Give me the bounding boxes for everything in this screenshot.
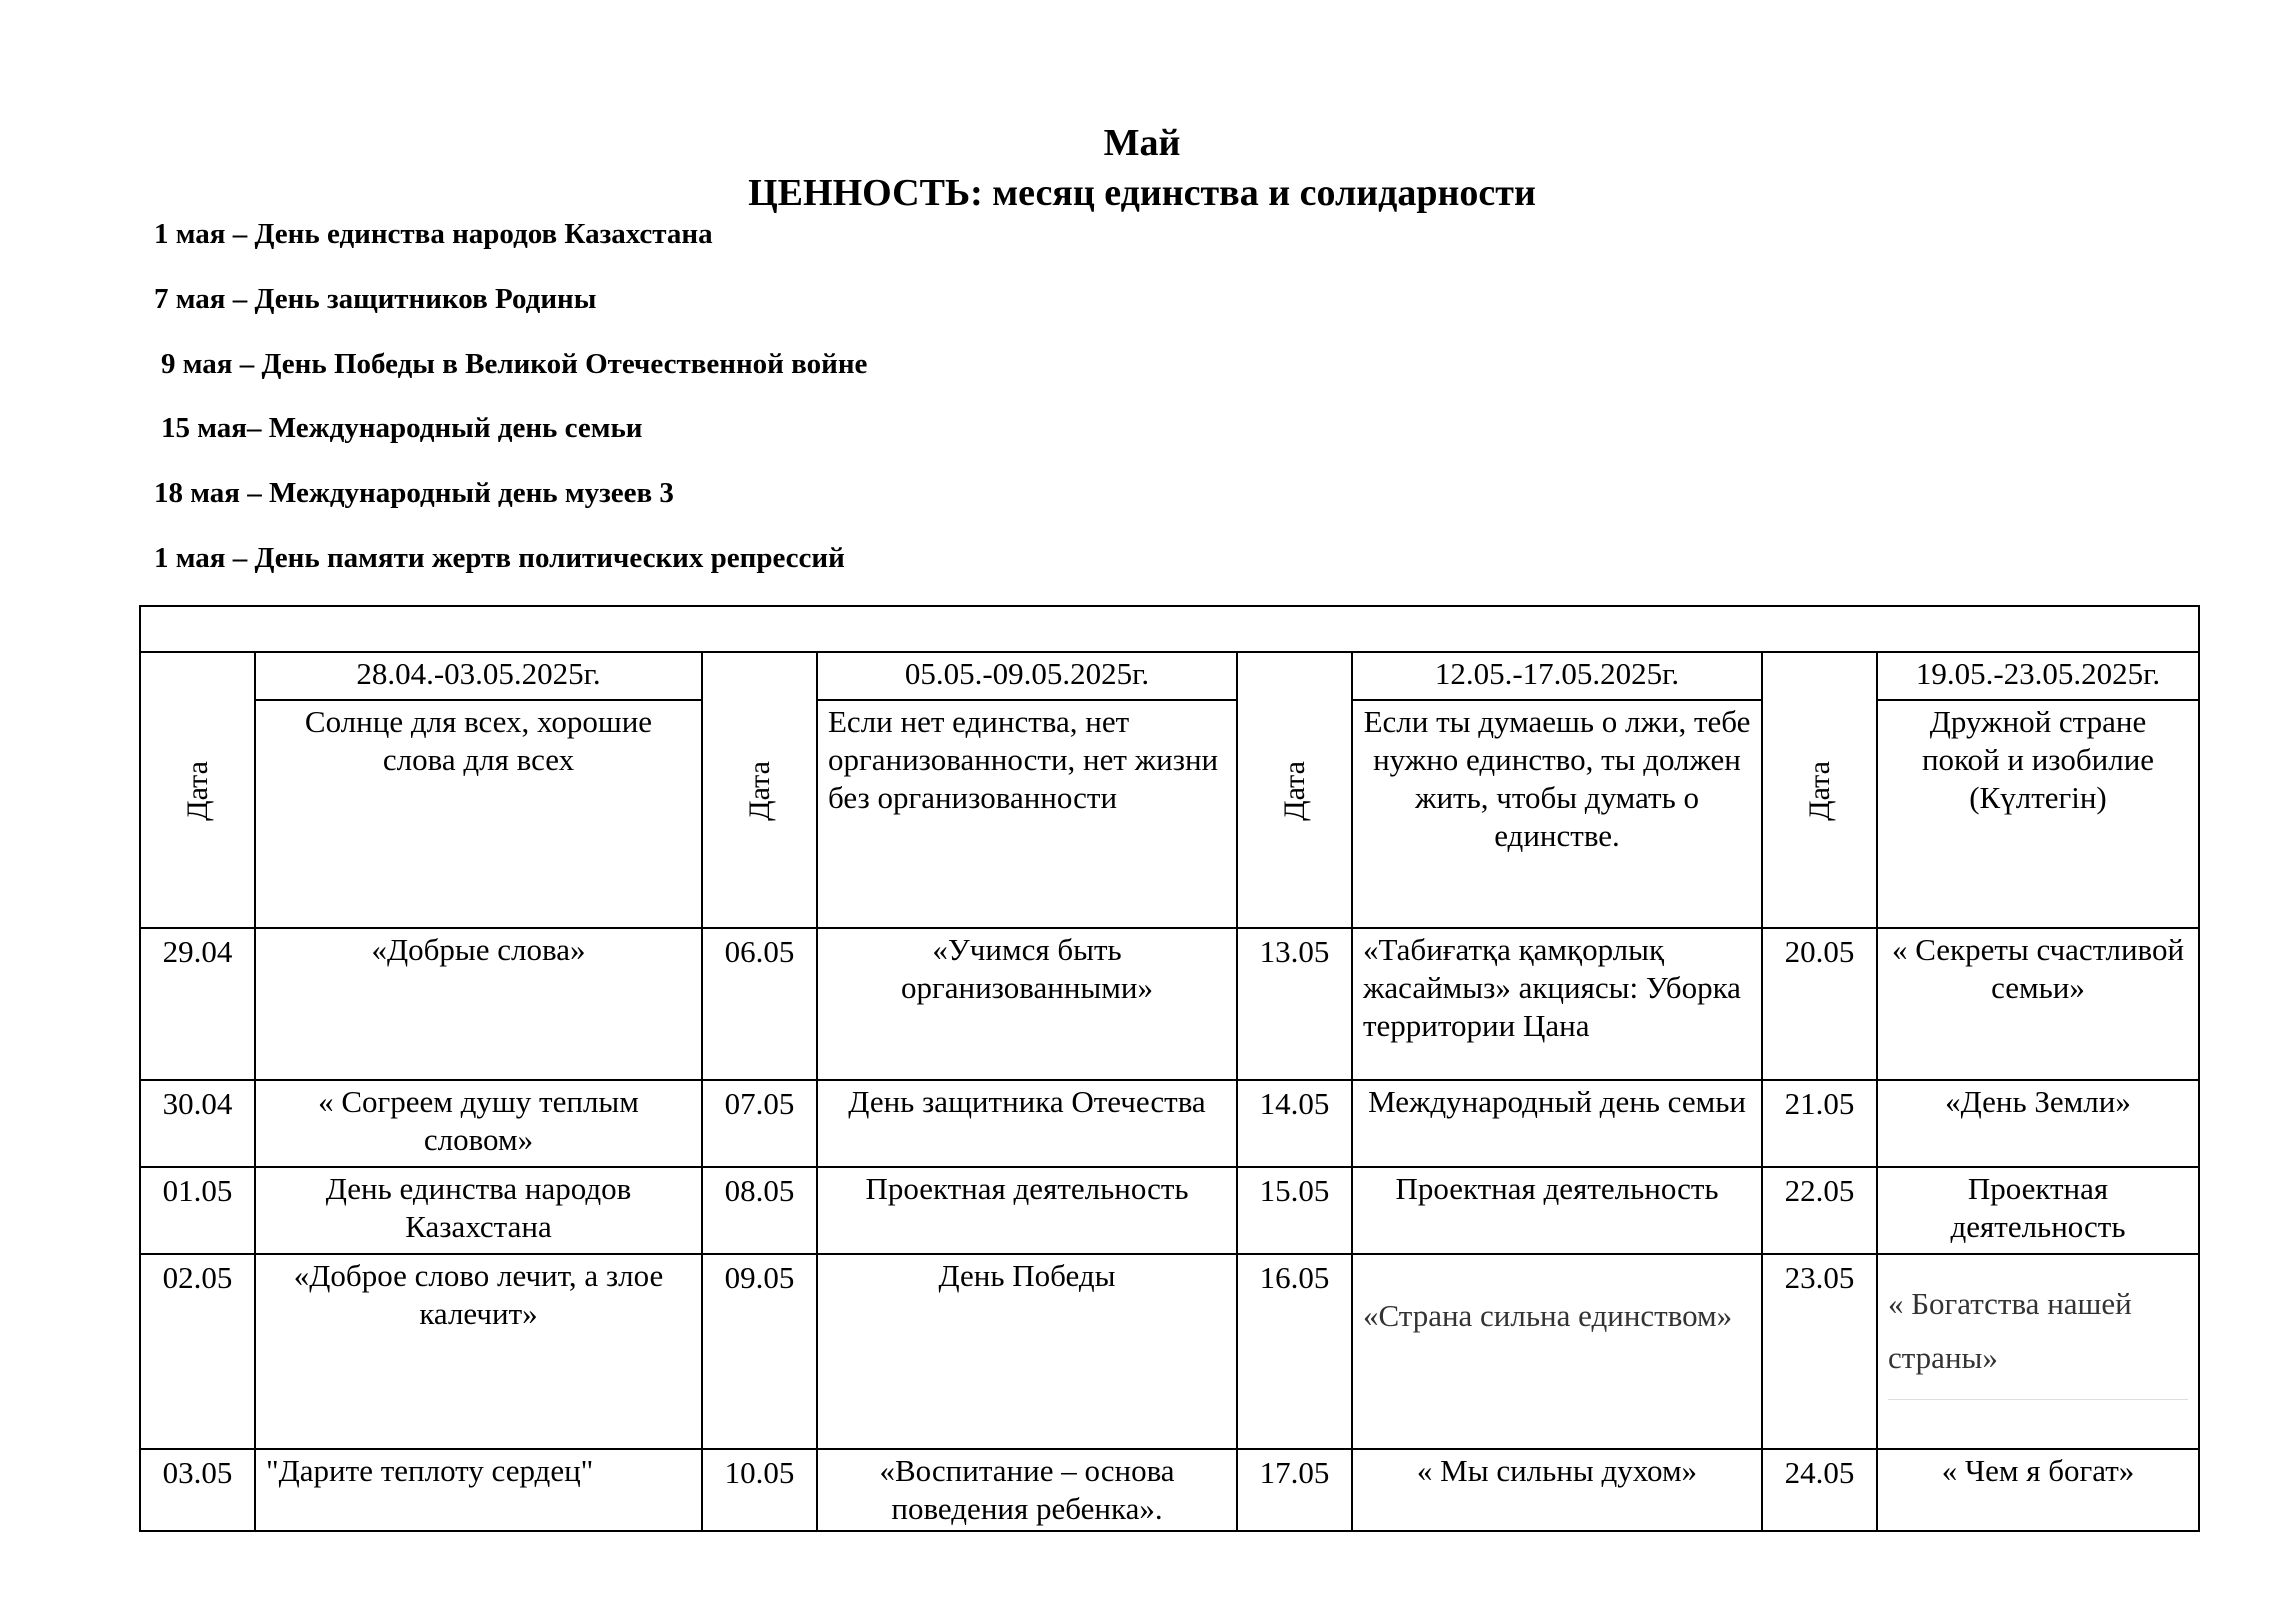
activity-cell: «Табиғатқа қамқорлық жасаймыз» акциясы: Уборка территории Цана [1352,928,1762,1080]
event-line: 7 мая – День защитников Родины [154,283,597,315]
activity-cell: «Доброе слово лечит, а злое калечит» [255,1254,702,1449]
week-theme: Если нет единства, нет организованности, нет жизни без организованности [817,700,1237,928]
date-cell: 15.05 [1237,1167,1352,1254]
week-range: 12.05.-17.05.2025г. [1352,652,1762,700]
event-line: 1 мая – День памяти жертв политических репрессий [154,542,845,574]
date-cell: 17.05 [1237,1449,1352,1531]
activity-cell: «Воспитание – основа поведения ребенка». [817,1449,1237,1531]
activity-cell: Международный день семьи [1352,1080,1762,1167]
activity-cell: « Мы сильны духом» [1352,1449,1762,1531]
activity-cell: « Согреем душу теплым словом» [255,1080,702,1167]
activity-cell: День Победы [817,1254,1237,1449]
date-cell: 24.05 [1762,1449,1877,1531]
activity-cell: День защитника Отечества [817,1080,1237,1167]
activity-cell: "Дарите теплоту сердец" [255,1449,702,1531]
event-line: 15 мая– Международный день семьи [161,412,643,444]
empty-header-cell [140,606,2199,652]
page-title: Май [1103,122,1181,164]
week-range: 28.04.-03.05.2025г. [255,652,702,700]
date-column-header: Дата [1762,652,1877,928]
event-line: 1 мая – День единства народов Казахстана [154,218,713,250]
week-range-row [140,652,2199,700]
activity-cell: Проектная деятельность [817,1167,1237,1254]
date-cell: 07.05 [702,1080,817,1167]
event-line: 18 мая – Международный день музеев 3 [154,477,674,509]
activity-cell: « Секреты счастливой семьи» [1877,928,2199,1080]
date-cell: 29.04 [140,928,255,1080]
table-row [140,1080,2199,1167]
date-cell: 23.05 [1762,1254,1877,1449]
date-cell: 10.05 [702,1449,817,1531]
date-cell: 02.05 [140,1254,255,1449]
week-range: 05.05.-09.05.2025г. [817,652,1237,700]
date-cell: 13.05 [1237,928,1352,1080]
page-subtitle: ЦЕННОСТЬ: месяц единства и солидарности [748,172,1536,214]
activity-text: « Богатства нашей страны» [1888,1277,2188,1400]
date-column-header: Дата [140,652,255,928]
date-column-header: Дата [1237,652,1352,928]
date-cell: 08.05 [702,1167,817,1254]
activity-cell: Проектная деятельность [1877,1167,2199,1254]
week-theme: Если ты думаешь о лжи, тебе нужно единство, ты должен жить, чтобы думать о единстве. [1352,700,1762,928]
table-top-row [140,606,2199,652]
date-cell: 03.05 [140,1449,255,1531]
date-cell: 16.05 [1237,1254,1352,1449]
activity-cell: Проектная деятельность [1352,1167,1762,1254]
activity-cell: «Добрые слова» [255,928,702,1080]
week-theme: Солнце для всех, хорошие слова для всех [255,700,702,928]
week-theme-row [140,700,2199,928]
schedule-table [139,605,2200,1532]
date-cell: 06.05 [702,928,817,1080]
week-theme: Дружной стране покой и изобилие (Күлтегін) [1877,700,2199,928]
date-cell: 14.05 [1237,1080,1352,1167]
date-cell: 22.05 [1762,1167,1877,1254]
date-cell: 20.05 [1762,928,1877,1080]
table-row [140,1449,2199,1531]
activity-cell: День единства народов Казахстана [255,1167,702,1254]
activity-cell: «День Земли» [1877,1080,2199,1167]
date-cell: 01.05 [140,1167,255,1254]
date-cell: 09.05 [702,1254,817,1449]
date-cell: 30.04 [140,1080,255,1167]
date-column-header: Дата [702,652,817,928]
date-cell: 21.05 [1762,1080,1877,1167]
table-row [140,928,2199,1080]
activity-cell [1877,1254,2199,1449]
event-line: 9 мая – День Победы в Великой Отечественной войне [161,348,868,380]
table-row [140,1254,2199,1449]
table-row [140,1167,2199,1254]
activity-cell: «Учимся быть организованными» [817,928,1237,1080]
activity-cell: «Страна сильна единством» [1352,1254,1762,1449]
activity-cell: « Чем я богат» [1877,1449,2199,1531]
week-range: 19.05.-23.05.2025г. [1877,652,2199,700]
